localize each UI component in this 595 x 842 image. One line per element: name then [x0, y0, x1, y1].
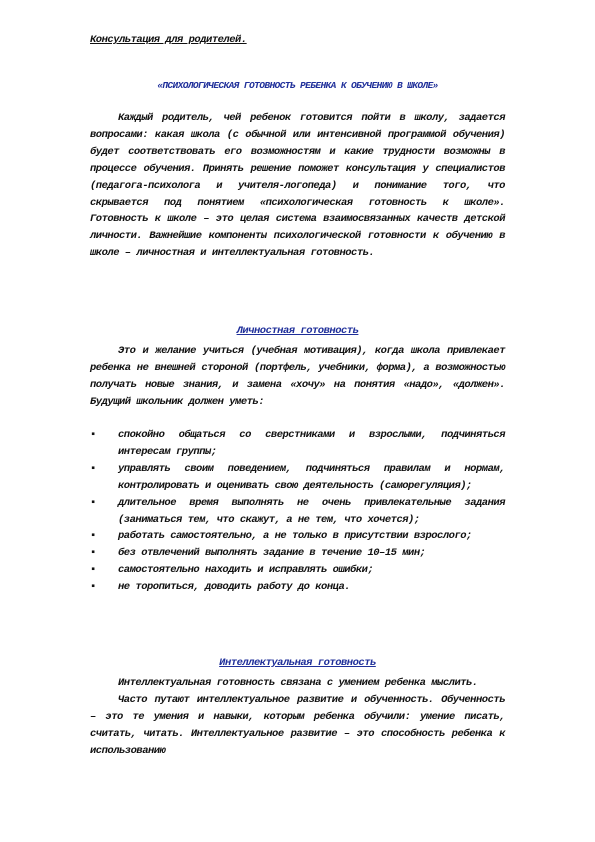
list-item: ▪ не торопиться, доводить работу до конца.	[90, 579, 505, 596]
bullet-icon: ▪	[90, 496, 96, 509]
intellectual-readiness-title: Интеллектуальная готовность	[219, 657, 376, 669]
list-item: ▪ без отвлечений выполнять задание в течение 10–15 мин;	[90, 545, 505, 562]
document-title: «ПСИХОЛОГИЧЕСКАЯ ГОТОВНОСТЬ РЕБЕНКА К ОБУЧЕНИЮ В ШКОЛЕ»	[157, 80, 438, 91]
list-item: ▪ самостоятельно находить и исправлять ошибки;	[90, 562, 505, 579]
bullet-icon: ▪	[90, 581, 96, 594]
bullet-icon: ▪	[90, 530, 96, 543]
list-item: ▪ работать самостоятельно, а не только в присутствии взрослого;	[90, 528, 505, 545]
personal-readiness-title: Личностная готовность	[236, 325, 359, 337]
personal-readiness-section	[90, 343, 505, 411]
document-header: Консультация для родителей.	[90, 34, 247, 46]
intro-section	[90, 110, 505, 262]
skills-list	[90, 427, 505, 596]
intellectual-readiness-section	[90, 675, 505, 760]
personal-readiness-paragraph: Это и желание учиться (учебная мотивация), когда школа привлекает ребенка не внешней стороной (портфель, учебники, форма), а возможностью получать новые знания, и замена «хочу» на понятия «надо», «должен». Будущий школьник должен уметь:	[90, 345, 505, 408]
bullet-icon: ▪	[90, 429, 96, 441]
intellectual-paragraph-2: Часто путают интеллектуальное развитие и обученность. Обученность – это те умения и навыки, которым ребенка обучили: умение писать, считать, читать. Интеллектуальное развитие – это способность ребенка к использованию	[90, 693, 505, 757]
list-item: ▪ длительное время выполнять не очень привлекательные задания (заниматься тем, что скажут, а не тем, что хочется);	[90, 496, 505, 526]
list-item: ▪ спокойно общаться со сверстниками и взрослыми, подчиняться интересам группы;	[90, 429, 505, 458]
intro-paragraph: Каждый родитель, чей ребенок готовится пойти в школу, задается вопросами: какая школа (с обычной или интенсивной программой обучения) будет соответствовать его возможностям и какие трудности возможны в процессе обучения. Принять решение поможет консультация у специалистов (педагога-психолога и учителя-логопеда) и понимание того, что скрывается под понятием «психологическая готовность к школе». Готовность к школе – это целая система взаимосвязанных качеств детской личности. Важнейшие компоненты психологической готовности к обучению в школе – личностная и интеллектуальная готовность.	[90, 112, 505, 260]
bullet-icon: ▪	[90, 462, 96, 475]
list-item: ▪ управлять своим поведением, подчиняться правилам и нормам, контролировать и оценивать свою деятельность (саморегуляция);	[90, 462, 505, 492]
bullet-icon: ▪	[90, 564, 96, 577]
bullet-icon: ▪	[90, 547, 96, 560]
intellectual-paragraph-1: Интеллектуальная готовность связана с умением ребенка мыслить.	[118, 677, 478, 689]
